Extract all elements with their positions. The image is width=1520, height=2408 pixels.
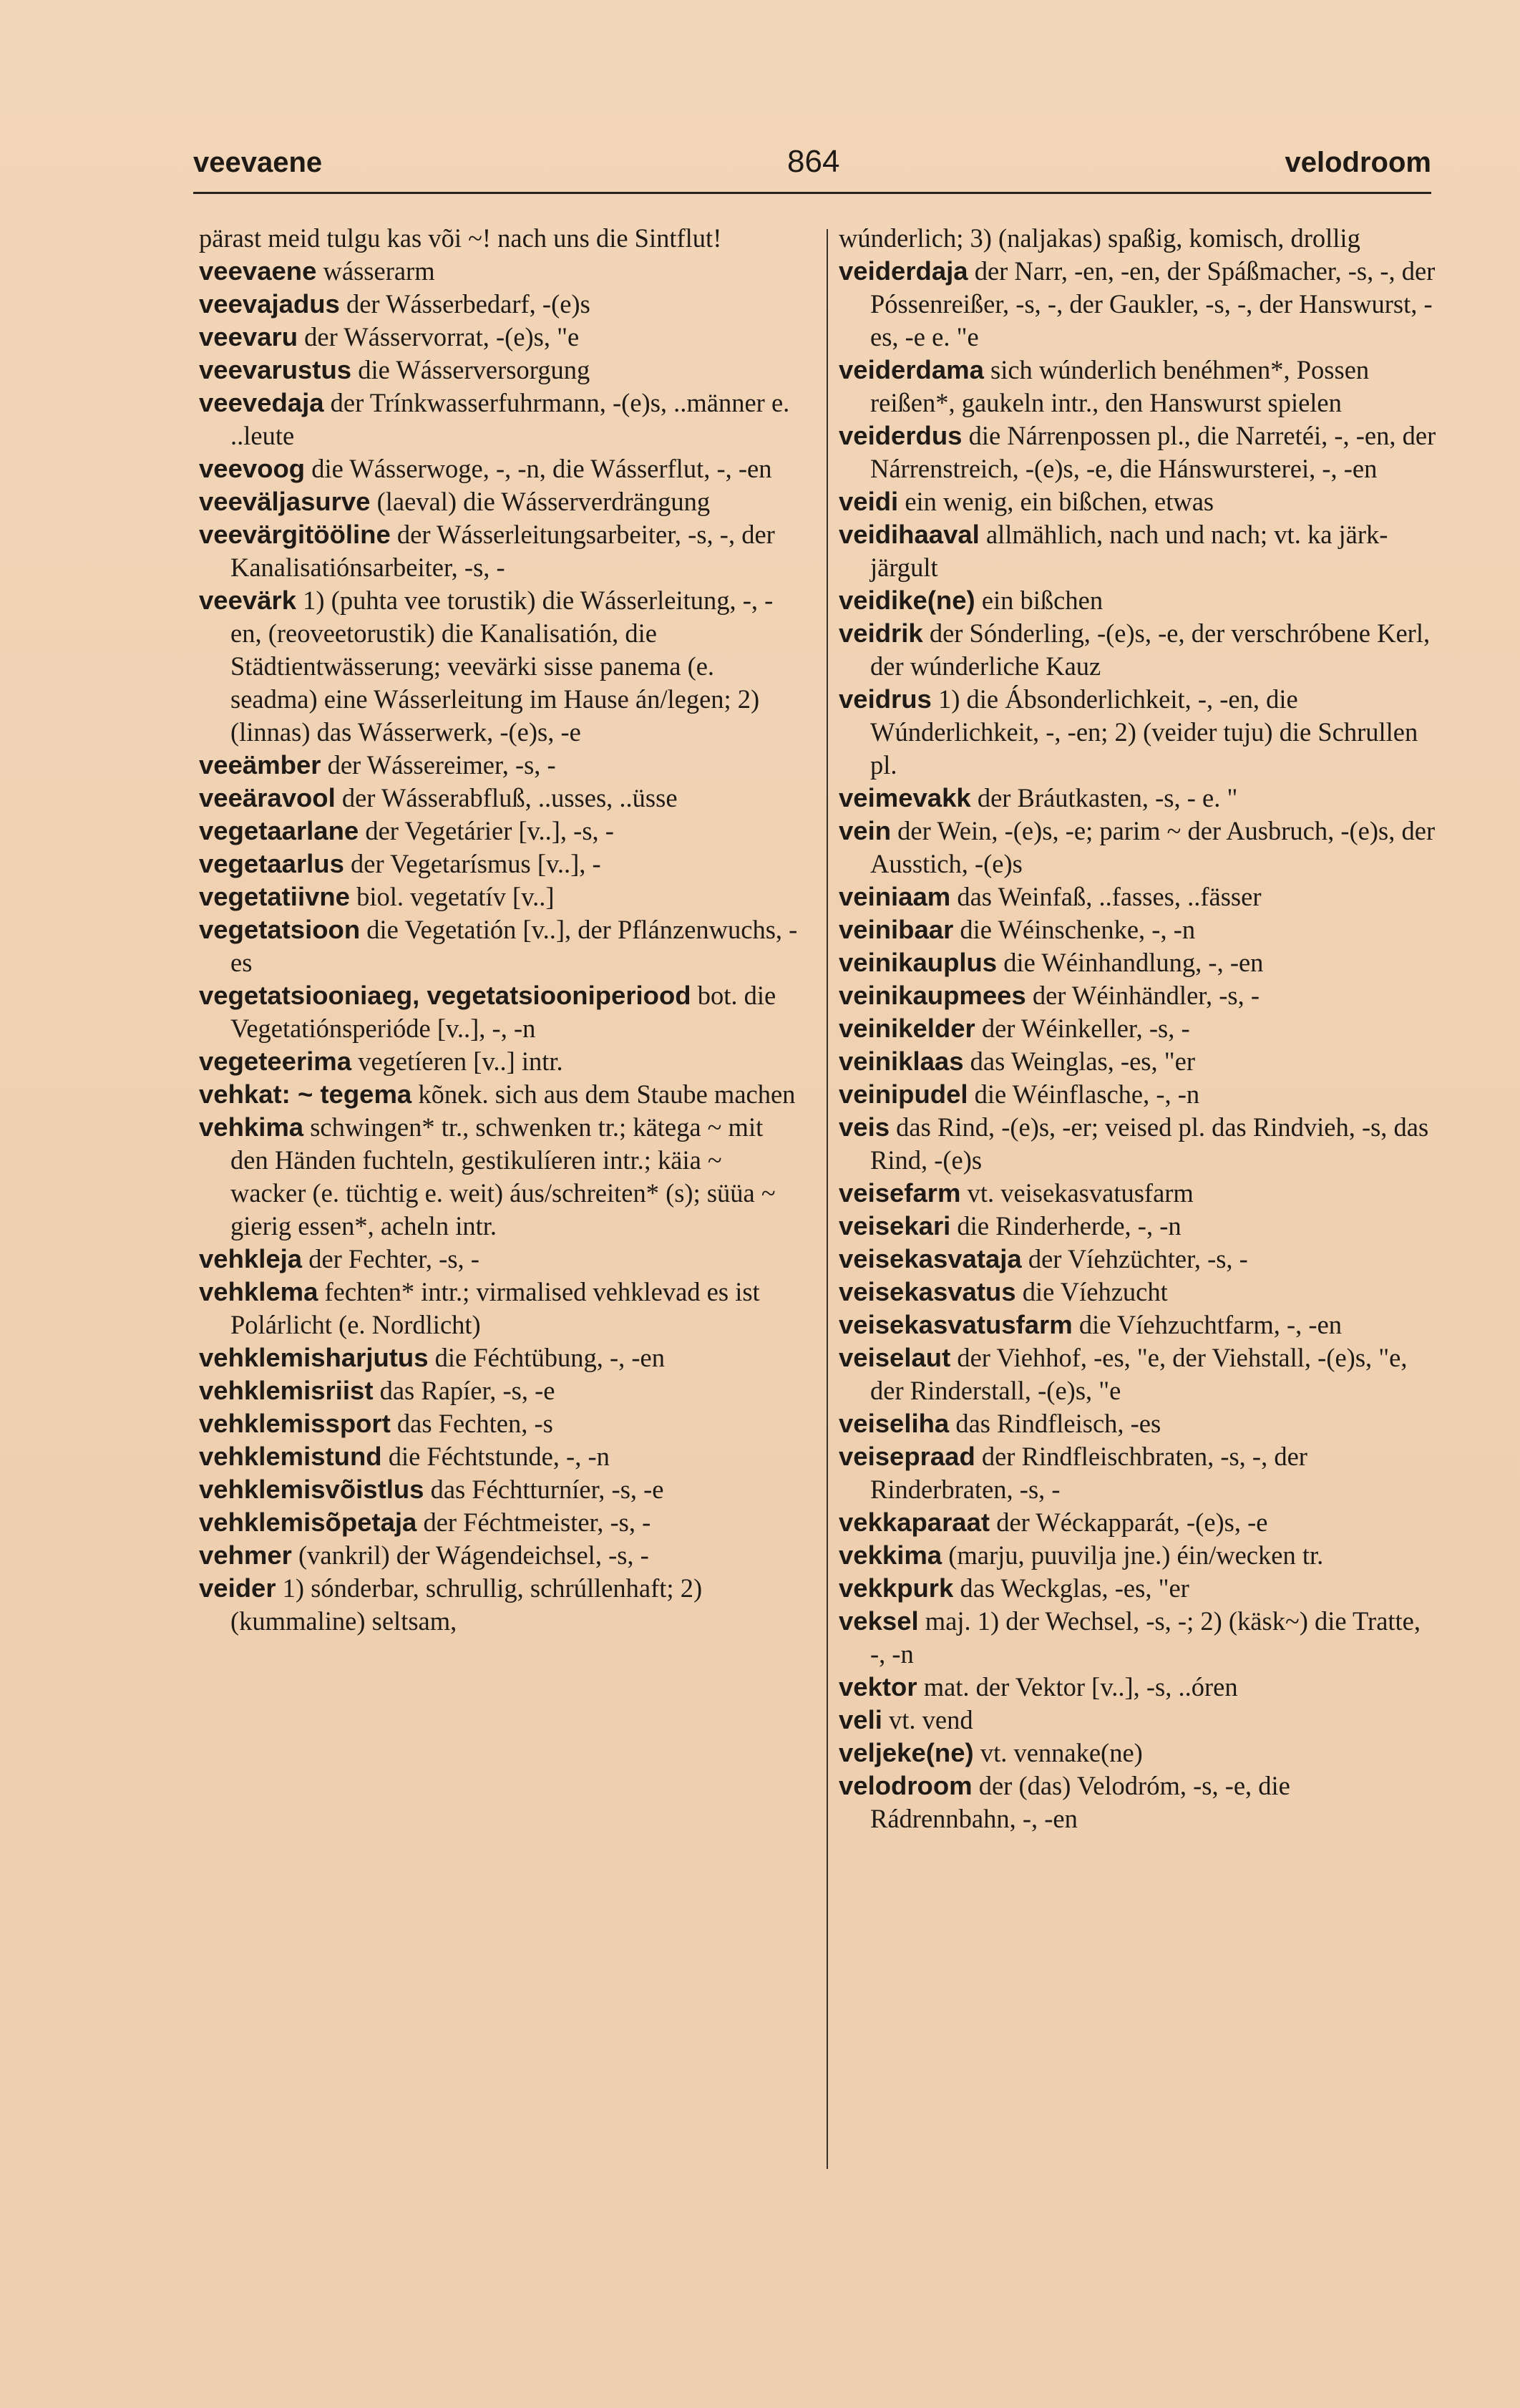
entry-definition: der Wein, -(e)s, -e; parim ~ der Ausbruch, -(e)s, der Ausstich, -(e)s	[870, 816, 1436, 878]
dictionary-entry	[839, 1243, 1436, 1276]
entry-headword: vektor	[839, 1672, 917, 1701]
entry-headword: vehklemisriist	[199, 1376, 374, 1405]
entry-headword: velodroom	[839, 1771, 973, 1800]
dictionary-entry	[839, 1605, 1436, 1671]
entry-definition: der Vegetárier [v..], -s, -	[359, 816, 614, 845]
entry-definition: kõnek. sich aus dem Staube machen	[411, 1079, 796, 1109]
dictionary-entry	[839, 485, 1436, 518]
right-column	[839, 222, 1436, 1835]
entry-headword: veevärgitööline	[199, 520, 391, 549]
dictionary-entry	[839, 979, 1436, 1012]
entry-headword: veiniaam	[839, 882, 951, 911]
entry-headword: veiseliha	[839, 1409, 950, 1438]
dictionary-entry	[839, 1506, 1436, 1539]
entry-definition: das Rindfleisch, -es	[949, 1409, 1161, 1438]
entry-definition: die Wéinhandlung, -, -en	[997, 948, 1264, 977]
entry-definition: die Féchtstunde, -, -n	[381, 1442, 610, 1471]
dictionary-entry	[199, 1045, 800, 1078]
dictionary-entry	[839, 782, 1436, 815]
entry-definition: die Wéinflasche, -, -n	[968, 1079, 1200, 1109]
dictionary-entry	[199, 387, 800, 452]
entry-headword: vehklemisõpetaja	[199, 1508, 417, 1537]
entry-definition: vt. veisekasvatusfarm	[960, 1178, 1194, 1208]
entry-headword: veinikaupmees	[839, 981, 1026, 1010]
entry-headword: vehklemisharjutus	[199, 1343, 429, 1372]
dictionary-entry	[839, 1671, 1436, 1704]
entry-definition: die Víehzucht	[1015, 1277, 1168, 1306]
entry-definition: der Rindfleischbraten, -s, -, der Rinderbraten, -s, -	[870, 1442, 1307, 1504]
dictionary-entry	[199, 749, 800, 782]
entry-definition: pärast meid tulgu kas või ~! nach uns die Sintflut!	[199, 223, 722, 253]
entry-headword: veeämber	[199, 750, 321, 780]
dictionary-entry	[839, 1276, 1436, 1309]
entry-headword: veisekari	[839, 1211, 951, 1241]
entry-headword: veeväljasurve	[199, 487, 371, 516]
dictionary-entry	[199, 782, 800, 815]
dictionary-entry	[839, 354, 1436, 419]
entry-headword: veevaene	[199, 256, 317, 286]
entry-headword: veevärk	[199, 586, 297, 615]
entry-definition: der Viehhof, -es, "e, der Viehstall, -(e)s, "e, der Rinderstall, -(e)s, "e	[870, 1343, 1408, 1405]
entry-headword: veisekasvataja	[839, 1244, 1022, 1273]
dictionary-entry	[199, 1243, 800, 1276]
entry-definition: das Fechten, -s	[390, 1409, 553, 1438]
entry-definition: der Wásserleitungsarbeiter, -s, -, der Kanalisatiónsarbeiter, -s, -	[230, 520, 775, 582]
dictionary-entry	[199, 321, 800, 354]
dictionary-entry	[839, 584, 1436, 617]
entry-headword: veis	[839, 1112, 890, 1142]
entry-definition: der Wéckapparát, -(e)s, -e	[990, 1508, 1268, 1537]
dictionary-entry	[839, 518, 1436, 584]
entry-headword: veisekasvatusfarm	[839, 1310, 1073, 1339]
entry-definition: der Wásserbedarf, -(e)s	[339, 289, 590, 319]
entry-definition: der (das) Velodróm, -s, -e, die Rádrennbahn, -, -en	[870, 1771, 1290, 1833]
entry-definition: vegetíeren [v..] intr.	[351, 1047, 563, 1076]
dictionary-entry	[199, 1473, 800, 1506]
entry-definition: fechten* intr.; virmalised vehklevad es ist Polárlicht (e. Nordlicht)	[230, 1277, 760, 1339]
entry-definition: das Féchtturníer, -s, -e	[424, 1475, 664, 1504]
entry-headword: veisepraad	[839, 1442, 975, 1471]
dictionary-entry	[199, 1407, 800, 1440]
entry-headword: vehklemisvõistlus	[199, 1475, 424, 1504]
entry-headword: veevarustus	[199, 355, 352, 384]
entry-headword: vehkat: ~ tegema	[199, 1079, 412, 1109]
right-running-head: velodroom	[1285, 147, 1431, 178]
entry-headword: veiselaut	[839, 1343, 951, 1372]
entry-definition: der Wéinkeller, -s, -	[975, 1014, 1190, 1043]
dictionary-entry	[839, 617, 1436, 683]
entry-definition: die Vegetatión [v..], der Pflánzenwuchs, -es	[230, 915, 798, 977]
dictionary-entry	[199, 1341, 800, 1374]
entry-definition: die Nárrenpossen pl., die Narretéi, -, -en, der Nárrenstreich, -(e)s, -e, die Hánswursterei, -, -en	[870, 421, 1436, 483]
entry-headword: veiderdama	[839, 355, 984, 384]
entry-headword: veidrik	[839, 618, 923, 648]
entry-definition: die Féchtübung, -, -en	[428, 1343, 665, 1372]
entry-headword: veinipudel	[839, 1079, 968, 1109]
entry-headword: vekkaparaat	[839, 1508, 990, 1537]
entry-definition: der Wásservorrat, -(e)s, "e	[298, 322, 580, 351]
dictionary-entry	[839, 1704, 1436, 1737]
entry-headword: vegeteerima	[199, 1047, 352, 1076]
dictionary-entry	[199, 1572, 800, 1638]
entry-headword: veidihaaval	[839, 520, 980, 549]
dictionary-entry	[199, 485, 800, 518]
entry-definition: die Rinderherde, -, -n	[950, 1211, 1182, 1241]
dictionary-entry	[839, 1012, 1436, 1045]
dictionary-entry	[839, 815, 1436, 880]
dictionary-entry	[199, 1506, 800, 1539]
dictionary-entry	[839, 1572, 1436, 1605]
entry-definition: die Wéinschenke, -, -n	[953, 915, 1196, 944]
entry-headword: veevajadus	[199, 289, 340, 319]
dictionary-entry	[839, 1309, 1436, 1341]
left-running-head: veevaene	[193, 147, 323, 178]
entry-definition: der Fechter, -s, -	[302, 1244, 479, 1273]
entry-definition: (vankril) der Wágendeichsel, -s, -	[291, 1540, 649, 1570]
page-number: 864	[787, 144, 840, 179]
entry-headword: veider	[199, 1573, 276, 1603]
dictionary-entry	[199, 913, 800, 979]
entry-headword: veiderdus	[839, 421, 963, 450]
dictionary-entry	[199, 222, 800, 255]
entry-headword: veiniklaas	[839, 1047, 964, 1076]
dictionary-entry	[839, 1111, 1436, 1177]
entry-headword: vehklemissport	[199, 1409, 391, 1438]
entry-definition: der Narr, -en, -en, der Spáßmacher, -s, -, der Póssenreißer, -s, -, der Gaukler, -s, -, der Hanswurst, -es, -e e. "e	[870, 256, 1436, 351]
dictionary-entry	[199, 1276, 800, 1341]
entry-definition: 1) (puhta vee torustik) die Wásserleitung, -, -en, (reoveetorustik) die Kanalisatión, die Städtientwässerung; veevärki sisse panema (e. seadma) eine Wásserleitung im Hause án/legen; 2) (linnas) das Wásserwerk, -(e)s, -e	[230, 586, 774, 747]
entry-definition: der Wéinhändler, -s, -	[1025, 981, 1260, 1010]
entry-headword: vegetaarlane	[199, 816, 359, 845]
entry-definition: 1) sónderbar, schrullig, schrúllenhaft; 2) (kummaline) seltsam,	[230, 1573, 703, 1636]
entry-headword: veinibaar	[839, 915, 954, 944]
dictionary-entry	[199, 979, 800, 1045]
dictionary-entry	[199, 815, 800, 848]
entry-headword: vehkima	[199, 1112, 304, 1142]
dictionary-entry	[839, 222, 1436, 255]
entry-definition: die Víehzuchtfarm, -, -en	[1072, 1310, 1343, 1339]
entry-definition: 1) die Ábsonderlichkeit, -, -en, die Wúnderlichkeit, -, -en; 2) (veider tuju) die Schrullen pl.	[870, 684, 1418, 780]
entry-headword: veevedaja	[199, 388, 324, 417]
dictionary-entry	[839, 1210, 1436, 1243]
column-divider	[827, 229, 828, 2169]
entry-definition: wúnderlich; 3) (naljakas) spaßig, komisch, drollig	[839, 223, 1360, 253]
entry-headword: vehmer	[199, 1540, 292, 1570]
entry-headword: veli	[839, 1705, 882, 1734]
entry-headword: veidi	[839, 487, 899, 516]
dictionary-entry	[199, 255, 800, 288]
entry-definition: der Vegetarísmus [v..], -	[344, 849, 601, 878]
entry-definition: das Weinfaß, ..fasses, ..fässer	[950, 882, 1262, 911]
entry-definition: die Wásserversorgung	[351, 355, 590, 384]
entry-headword: vehklemistund	[199, 1442, 382, 1471]
dictionary-entry	[199, 1440, 800, 1473]
entry-definition: das Weinglas, -es, "er	[963, 1047, 1195, 1076]
dictionary-entry	[199, 1539, 800, 1572]
entry-headword: vegetatsiooniaeg, vegetatsiooniperiood	[199, 981, 691, 1010]
entry-definition: wásserarm	[316, 256, 435, 286]
left-column	[199, 222, 800, 1638]
dictionary-entry	[839, 255, 1436, 354]
entry-headword: veidrus	[839, 684, 932, 714]
entry-definition: (marju, puuvilja jne.) éin/wecken tr.	[942, 1540, 1324, 1570]
entry-headword: veiderdaja	[839, 256, 968, 286]
dictionary-entry	[839, 683, 1436, 782]
entry-headword: vegetatsioon	[199, 915, 361, 944]
dictionary-entry	[839, 1045, 1436, 1078]
entry-definition: bot. die Vegetatiónsperióde [v..], -, -n	[230, 981, 776, 1043]
dictionary-entry	[839, 1407, 1436, 1440]
entry-headword: vein	[839, 816, 892, 845]
entry-headword: veksel	[839, 1606, 919, 1636]
entry-headword: vegetatiivne	[199, 882, 350, 911]
page-header	[193, 144, 1431, 190]
entry-definition: maj. 1) der Wechsel, -s, -; 2) (käsk~) die Tratte, -, -n	[870, 1606, 1421, 1669]
entry-headword: veidike(ne)	[839, 586, 975, 615]
dictionary-entry	[199, 880, 800, 913]
dictionary-entry	[839, 1440, 1436, 1506]
entry-definition: der Wássereimer, -s, -	[321, 750, 556, 780]
dictionary-entry	[839, 946, 1436, 979]
entry-headword: vekkima	[839, 1540, 942, 1570]
entry-headword: veinikelder	[839, 1014, 975, 1043]
dictionary-entry	[839, 1737, 1436, 1769]
entry-headword: veevaru	[199, 322, 298, 351]
dictionary-entry	[199, 354, 800, 387]
entry-definition: der Wásserabfluß, ..usses, ..üsse	[335, 783, 678, 812]
entry-definition: vt. vennake(ne)	[973, 1738, 1143, 1767]
entry-definition: der Bráutkasten, -s, - e. "	[970, 783, 1238, 812]
dictionary-entry	[199, 1374, 800, 1407]
dictionary-entry	[199, 288, 800, 321]
entry-definition: der Trínkwasserfuhrmann, -(e)s, ..männer e. ..leute	[230, 388, 790, 450]
dictionary-entry	[199, 584, 800, 749]
entry-definition: schwingen* tr., schwenken tr.; kätega ~ mit den Händen fuchteln, gestikulíeren intr.; käia ~ wacker (e. tüchtig e. weit) áus/schreiten* (s); süüa ~ gierig essen*, acheln intr.	[230, 1112, 776, 1241]
dictionary-entry	[839, 880, 1436, 913]
dictionary-entry	[199, 452, 800, 485]
entry-headword: veinikauplus	[839, 948, 998, 977]
entry-definition: ein bißchen	[975, 586, 1104, 615]
dictionary-entry	[839, 1769, 1436, 1835]
entry-definition: ein wenig, ein bißchen, etwas	[898, 487, 1214, 516]
entry-headword: veisefarm	[839, 1178, 961, 1208]
entry-definition: allmählich, nach und nach; vt. ka järk-järgult	[870, 520, 1388, 582]
dictionary-entry	[839, 1177, 1436, 1210]
entry-definition: biol. vegetatív [v..]	[349, 882, 555, 911]
dictionary-entry	[839, 1341, 1436, 1407]
entry-headword: veevoog	[199, 454, 306, 483]
entry-definition: das Rind, -(e)s, -er; veised pl. das Rindvieh, -s, das Rind, -(e)s	[870, 1112, 1429, 1175]
entry-definition: der Sónderling, -(e)s, -e, der verschróbene Kerl, der wúnderliche Kauz	[870, 618, 1431, 681]
entry-headword: veljeke(ne)	[839, 1738, 974, 1767]
entry-definition: sich wúnderlich benéhmen*, Possen reißen*, gaukeln intr., den Hanswurst spielen	[870, 355, 1370, 417]
entry-definition: die Wásserwoge, -, -n, die Wásserflut, -, -en	[305, 454, 772, 483]
dictionary-entry	[199, 1078, 800, 1111]
entry-headword: veimevakk	[839, 783, 971, 812]
dictionary-entry	[839, 913, 1436, 946]
entry-headword: veisekasvatus	[839, 1277, 1016, 1306]
entry-headword: vehklema	[199, 1277, 318, 1306]
entry-headword: vekkpurk	[839, 1573, 954, 1603]
entry-definition: vt. vend	[882, 1705, 973, 1734]
entry-definition: der Víehzüchter, -s, -	[1021, 1244, 1248, 1273]
entry-definition: mat. der Vektor [v..], -s, ..óren	[917, 1672, 1238, 1701]
entry-definition: der Féchtmeister, -s, -	[416, 1508, 651, 1537]
entry-headword: vegetaarlus	[199, 849, 344, 878]
header-rule	[193, 192, 1431, 194]
dictionary-entry	[199, 518, 800, 584]
dictionary-entry	[839, 1539, 1436, 1572]
entry-definition: (laeval) die Wásserverdrängung	[370, 487, 711, 516]
dictionary-entry	[199, 1111, 800, 1243]
dictionary-entry	[839, 1078, 1436, 1111]
entry-headword: veeäravool	[199, 783, 336, 812]
dictionary-entry	[839, 419, 1436, 485]
dictionary-entry	[199, 848, 800, 880]
entry-definition: das Weckglas, -es, "er	[953, 1573, 1189, 1603]
entry-definition: das Rapíer, -s, -e	[373, 1376, 555, 1405]
entry-headword: vehkleja	[199, 1244, 303, 1273]
